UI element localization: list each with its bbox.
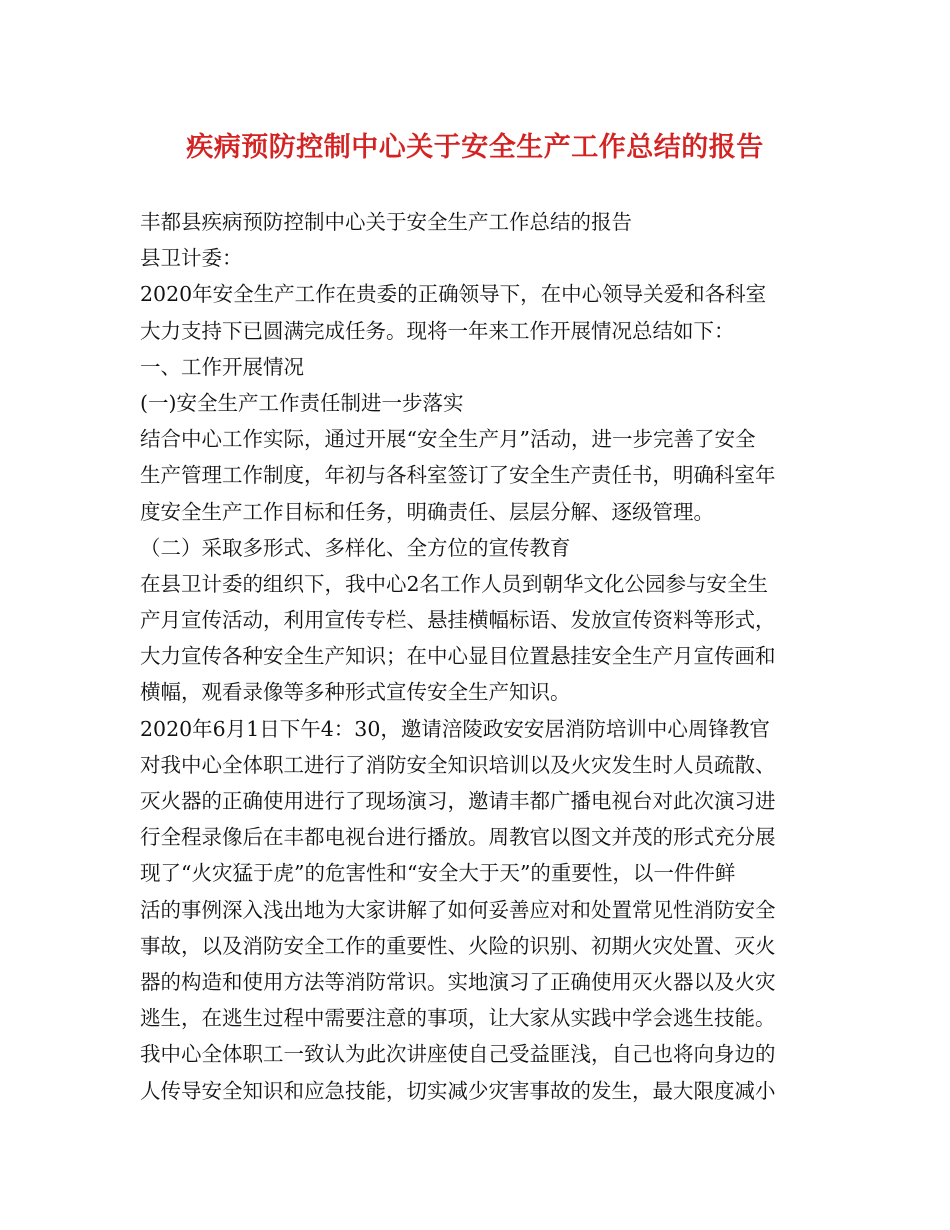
body-line: 度安全生产工作目标和任务，明确责任、层层分解、逐级管理。 [140, 499, 714, 524]
document-title: 疾病预防控制中心关于安全生产工作总结的报告 [186, 132, 764, 163]
body-line: 横幅，观看录像等多种形式宣传安全生产知识。 [140, 680, 571, 705]
body-line: （二）采取多形式、多样化、全方位的宣传教育 [140, 535, 571, 560]
body-line: 人传导安全知识和应急技能，切实减少灾害事故的发生，最大限度减小 [140, 1078, 776, 1103]
body-line: 2020年6月1日下午4：30，邀请涪陵政安安居消防培训中心周锋教官 [140, 716, 770, 741]
body-line: 器的构造和使用方法等消防常识。实地演习了正确使用灭火器以及火灾 [140, 969, 776, 994]
body-line: 大力宣传各种安全生产知识；在中心显目位置悬挂安全生产月宣传画和 [140, 644, 776, 669]
body-line: 灭火器的正确使用进行了现场演习，邀请丰都广播电视台对此次演习进 [140, 789, 776, 813]
body-line: 产月宣传活动，利用宣传专栏、悬挂横幅标语、发放宣传资料等形式， [140, 608, 776, 633]
body-line: 丰都县疾病预防控制中心关于安全生产工作总结的报告 [140, 210, 632, 234]
body-line: 县卫计委： [140, 246, 243, 271]
body-line: 2020年安全生产工作在贵委的正确领导下，在中心领导关爱和各科室 [140, 282, 767, 307]
body-line: 生产管理工作制度，年初与各科室签订了安全生产责任书，明确科室年 [140, 463, 776, 488]
body-line: 现了“火灾猛于虎”的危害性和“安全大于天”的重要性，以一件件鲜 [140, 861, 736, 886]
body-line: 在县卫计委的组织下，我中心2名工作人员到朝华文化公园参与安全生 [140, 571, 769, 596]
body-line: 我中心全体职工一致认为此次讲座使自己受益匪浅，自己也将向身边的 [140, 1042, 776, 1067]
body-line: 事故，以及消防安全工作的重要性、火险的识别、初期火灾处置、灭火 [140, 933, 776, 958]
body-line: 逃生，在逃生过程中需要注意的事项，让大家从实践中学会逃生技能。 [140, 1006, 776, 1031]
body-line: 结合中心工作实际，通过开展“安全生产月”活动，进一步完善了安全 [140, 427, 756, 452]
body-line: 活的事例深入浅出地为大家讲解了如何妥善应对和处置常见性消防安全 [140, 897, 776, 922]
body-line: (一)安全生产工作责任制进一步落实 [140, 390, 464, 415]
body-line: 大力支持下已圆满完成任务。现将一年来工作开展情况总结如下： [140, 318, 735, 343]
body-line: 行全程录像后在丰都电视台进行播放。周教官以图文并茂的形式充分展 [140, 825, 776, 850]
document-body [140, 204, 820, 1109]
body-line: 对我中心全体职工进行了消防安全知识培训以及火灾发生时人员疏散、 [140, 752, 776, 777]
body-line: 一、工作开展情况 [140, 354, 304, 379]
